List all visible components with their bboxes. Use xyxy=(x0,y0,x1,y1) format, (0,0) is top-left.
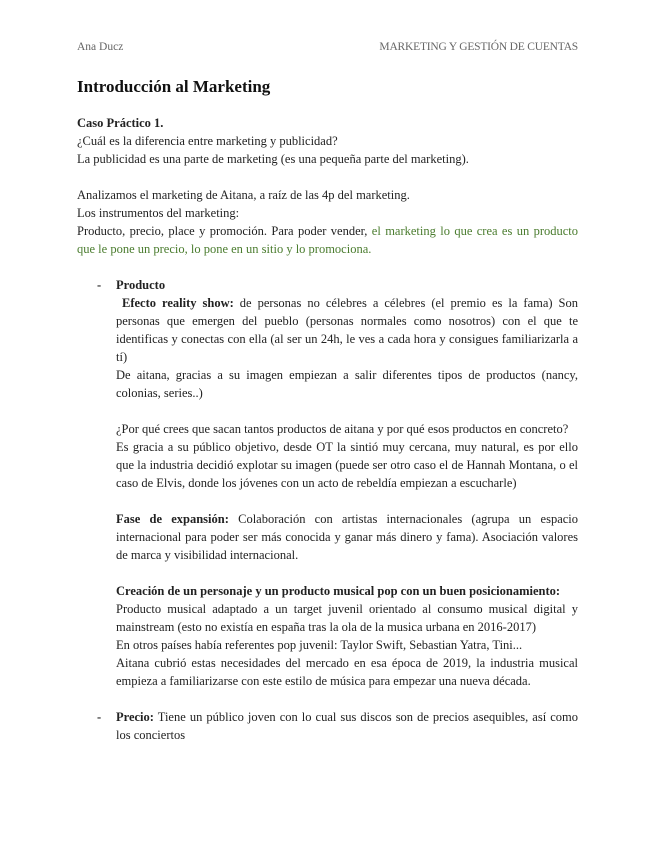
producto-question: ¿Por qué crees que sacan tantos productos de aitana y por qué esos productos en concreto? xyxy=(116,422,569,436)
efecto-label: Efecto reality show: xyxy=(122,296,234,310)
expansion-paragraph xyxy=(116,510,578,564)
analysis-line-1: Analizamos el marketing de Aitana, a raíz de las 4p del marketing. xyxy=(77,188,410,202)
cubrio-paragraph: Aitana cubrió estas necesidades del mercado en esa época de 2019, la industria musical empieza a familiarizarse con este estilo de música para empezar una nueva década. xyxy=(116,656,578,688)
four-p-paragraph xyxy=(77,222,578,258)
header-course: MARKETING Y GESTIÓN DE CUENTAS xyxy=(379,41,578,53)
referentes-paragraph: En otros países había referentes pop juvenil: Taylor Swift, Sebastian Yatra, Tini... xyxy=(116,638,523,652)
case-heading: Caso Práctico 1. xyxy=(77,116,164,130)
four-p-text: Producto, precio, place y promoción. Para poder vender, xyxy=(77,224,368,238)
expansion-text: Colaboración con artistas internacionales (agrupa un espacio internacional para poder ser más conocida y ganar más dinero y fama). Asociación valores de marca y visibilidad internacional. xyxy=(116,512,579,562)
creacion-paragraph: Producto musical adaptado a un target juvenil orientado al consumo musical digital y mainstream (esto no existía en españa tras la ola de la musica urbana en 2016-2017) xyxy=(116,602,578,634)
header-author: Ana Ducz xyxy=(77,41,124,53)
page-header xyxy=(77,41,578,55)
case-answer: La publicidad es una parte de marketing (es una pequeña parte del marketing). xyxy=(77,152,469,166)
bullet-dash: - xyxy=(97,710,102,724)
page-title: Introducción al Marketing xyxy=(77,77,271,96)
efecto-paragraph xyxy=(116,294,578,366)
expansion-label: Fase de expansión: xyxy=(116,512,229,526)
efecto-text: de personas no célebres a célebres (el premio es la fama) Son personas que emergen del pueblo (personas normales como nosotros) con el que te identificas y conectas con ella (al ser un 24h, le ves a cada hora y consigues familiarizarla a tí) xyxy=(116,296,579,364)
creacion-heading: Creación de un personaje y un producto musical pop con un buen posicionamiento: xyxy=(116,584,561,598)
producto-answer: Es gracia a su público objetivo, desde OT la sintió muy cercana, muy natural, es por ello que la industria decidió explotar su imagen (puede ser otro caso el de Hannah Montana, o el caso de Elvis, donde los jóvenes con un acto de rebeldía empiezan a escucharle) xyxy=(116,440,578,490)
precio-label: Precio: xyxy=(116,710,154,724)
analysis-line-2: Los instrumentos del marketing: xyxy=(77,206,240,220)
precio-paragraph xyxy=(116,708,578,744)
four-p-highlight: el marketing lo que crea es un producto que le pone un precio, lo pone en un sitio y lo promociona. xyxy=(77,224,579,256)
aitana-paragraph: De aitana, gracias a su imagen empiezan a salir diferentes tipos de productos (nancy, colonias, series..) xyxy=(116,368,578,400)
precio-text: Tiene un público joven con lo cual sus discos son de precios asequibles, así como los conciertos xyxy=(116,710,578,742)
case-question: ¿Cuál es la diferencia entre marketing y publicidad? xyxy=(77,134,338,148)
producto-section xyxy=(77,276,578,690)
producto-heading: Producto xyxy=(116,278,166,292)
bullet-dash: - xyxy=(97,278,102,292)
precio-section xyxy=(77,708,578,744)
document-body xyxy=(77,74,578,744)
